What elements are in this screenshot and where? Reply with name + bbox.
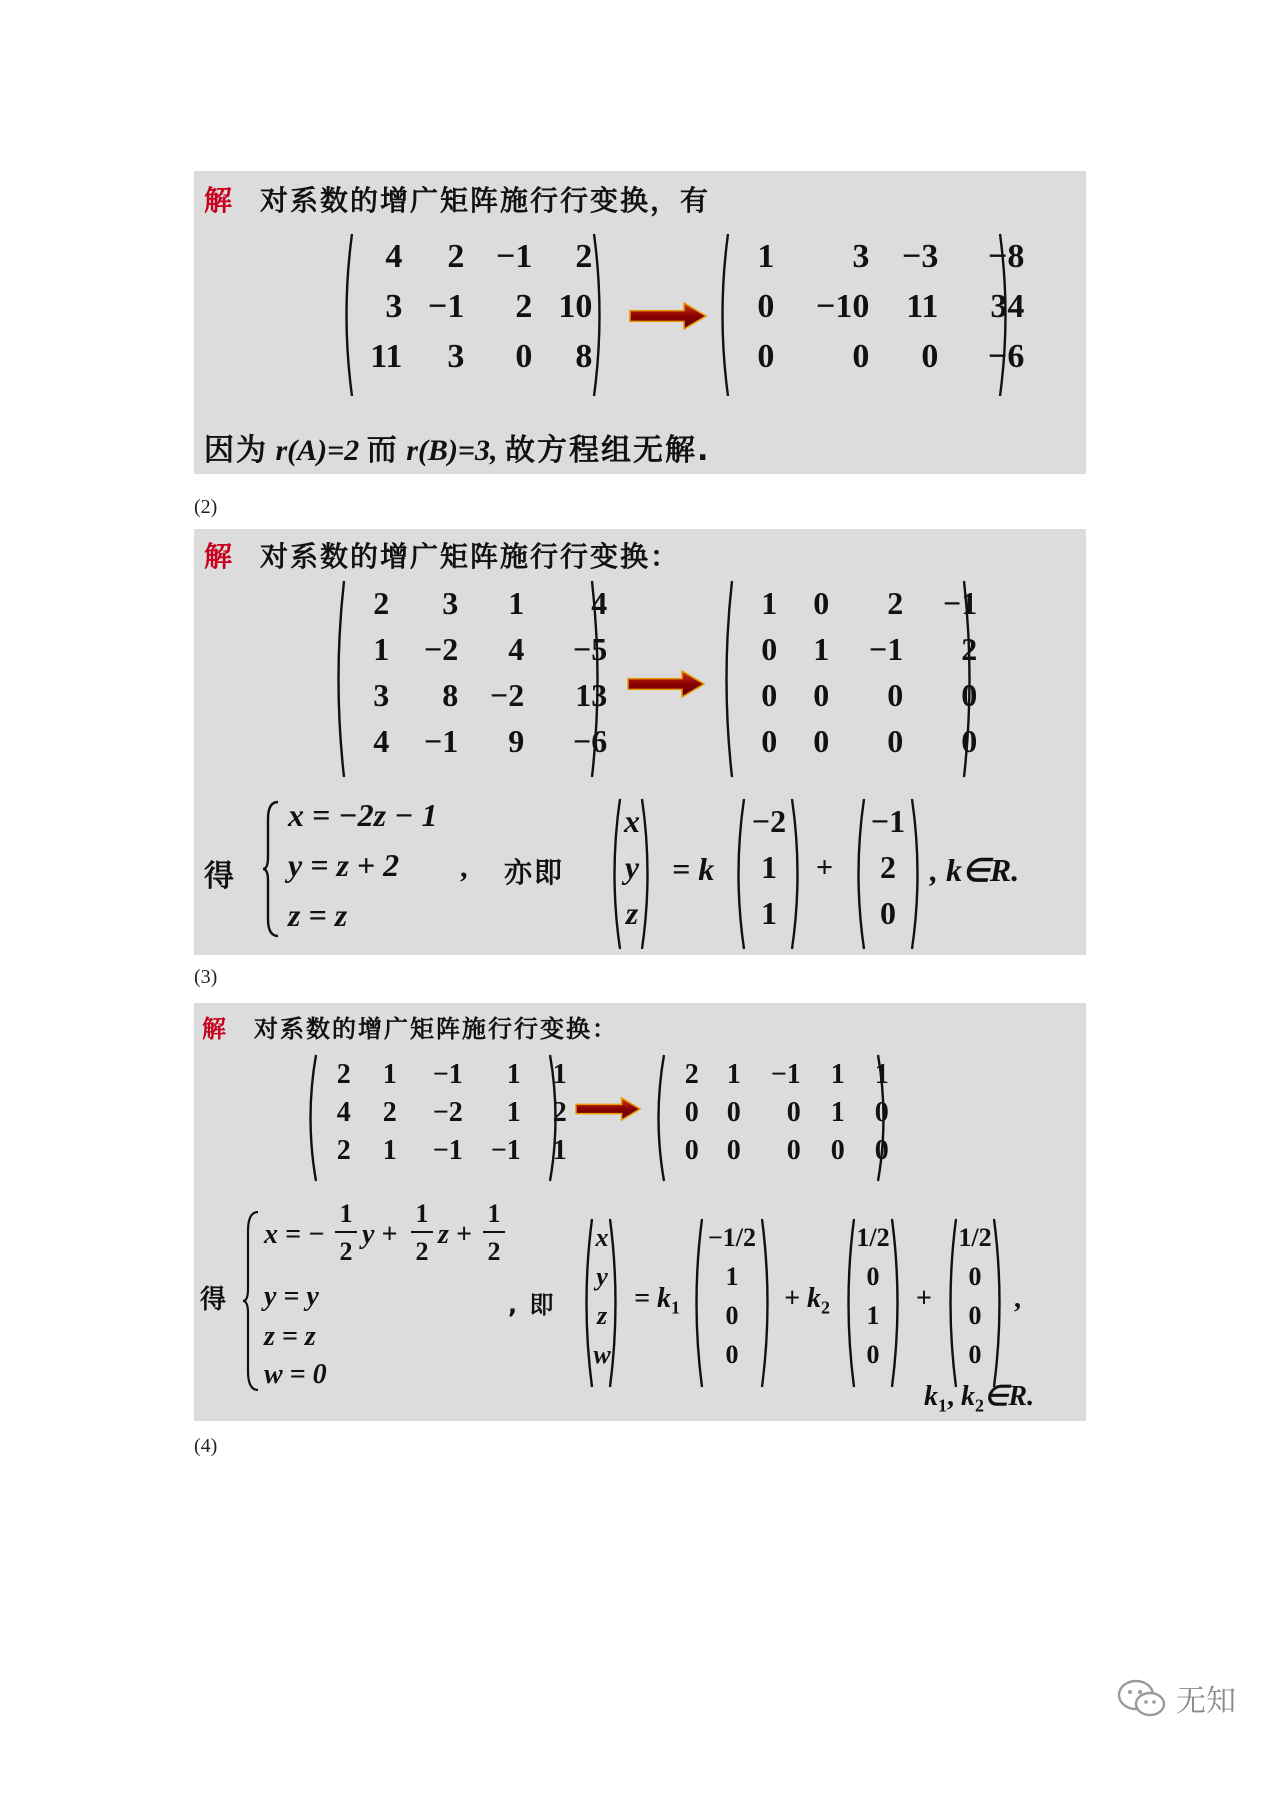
matrix-cell: 1: [866, 1301, 880, 1330]
left-paren: [302, 1053, 318, 1183]
matrix-cell: z: [596, 1301, 608, 1330]
matrix-right: [650, 1059, 892, 1171]
matrix-cell: y: [596, 1262, 608, 1291]
matrix-cell: −1: [868, 631, 904, 667]
panel-header: [202, 1009, 618, 1044]
sys-eq-1: x = −2z − 1: [288, 797, 438, 833]
matrix-cell: 1: [382, 1059, 397, 1090]
matrix-cell: 10: [558, 288, 593, 325]
matrix-cell: 2: [887, 585, 904, 621]
matrix-cell: 0: [757, 338, 775, 375]
rank-a: r(A)=2: [275, 434, 360, 467]
right-paren: [640, 797, 656, 951]
matrix-cell: 1: [874, 1059, 889, 1090]
vector-a: [688, 1223, 776, 1383]
frac-3-bar: [483, 1231, 505, 1233]
matrix-cell: x: [624, 803, 640, 839]
matrix-cell: −3: [902, 238, 939, 275]
left-paren: [650, 1053, 666, 1183]
yiji-label: 亦即: [504, 856, 565, 889]
matrix-cell: 0: [725, 1340, 739, 1369]
sys-eq-1-y: y +: [362, 1219, 398, 1250]
wechat-icon: [1116, 1677, 1170, 1719]
matrix-cell: 0: [887, 677, 904, 713]
header-text: 对系数的增广矩阵施行行变换：: [254, 1015, 618, 1043]
matrix-cell: −1: [432, 1059, 463, 1090]
solution-label: 解: [204, 184, 235, 217]
frac-2-bar: [411, 1231, 433, 1233]
header-text: 对系数的增广矩阵施行行变换，有: [260, 184, 711, 217]
left-paren: [338, 232, 354, 398]
matrix-cell: 4: [336, 1097, 351, 1128]
plus-k2: + $k_2$: [784, 1283, 830, 1318]
solution-label: 解: [202, 1015, 228, 1043]
matrix-cell: 0: [725, 1301, 739, 1330]
matrix-cell: 0: [968, 1301, 982, 1330]
right-paren: [910, 797, 926, 951]
matrix-cell: 0: [874, 1135, 889, 1166]
matrix-cell: 1: [761, 585, 778, 621]
vector-a: [730, 803, 806, 933]
matrix-cell: y: [624, 849, 640, 885]
matrix-cell: −6: [572, 723, 608, 759]
solution-panel-1: [194, 171, 1086, 474]
sys-eq-3: z = z: [288, 897, 348, 933]
matrix-cell: x: [595, 1223, 609, 1252]
conclusion-end: 故方程组无解.: [505, 433, 711, 468]
matrix-cell: −5: [572, 631, 608, 667]
matrix-cell: 1: [382, 1135, 397, 1166]
arrow-icon: [628, 301, 708, 331]
comma: ,: [460, 851, 468, 884]
solution-label: 解: [204, 540, 235, 573]
right-paren: [890, 1217, 906, 1389]
matrix-cell: 0: [786, 1135, 801, 1166]
caption-4: (4): [194, 1435, 218, 1457]
left-paren: [730, 797, 746, 951]
matrix-cell: 34: [990, 288, 1025, 325]
de-label: 得: [204, 859, 236, 894]
matrix-cell: −1: [428, 288, 465, 325]
matrix-cell: 1: [725, 1262, 739, 1291]
vector-b: [850, 803, 926, 933]
matrix-cell: −1: [490, 1135, 521, 1166]
left-brace: [262, 799, 282, 939]
matrix-cell: 2: [515, 288, 533, 325]
comma: ,: [1014, 1283, 1021, 1314]
right-paren: [760, 1217, 776, 1389]
matrix-cell: 1: [813, 631, 830, 667]
sys-eq-1-lhs: x = −: [264, 1219, 325, 1250]
matrix-cell: 1: [830, 1059, 845, 1090]
left-paren: [578, 1217, 594, 1389]
matrix-cell: 1: [552, 1059, 567, 1090]
sys-eq-2: y = y: [264, 1281, 319, 1312]
matrix-cell: 0: [813, 677, 830, 713]
left-paren: [606, 797, 622, 951]
matrix-cell: 0: [813, 723, 830, 759]
matrix-cell: 0: [852, 338, 870, 375]
matrix-cell: 1: [552, 1135, 567, 1166]
matrix-cell: 3: [852, 238, 870, 275]
vector-b: [840, 1223, 906, 1383]
sys-eq-3: z = z: [264, 1321, 316, 1352]
matrix-cell: −8: [988, 238, 1025, 275]
de-label: 得: [200, 1285, 229, 1315]
matrix-cell: 2: [336, 1135, 351, 1166]
matrix-cell: 2: [336, 1059, 351, 1090]
matrix-cell: 1: [726, 1059, 741, 1090]
matrix-cell: −1: [870, 803, 906, 839]
caption-2: (2): [194, 496, 218, 518]
matrix-cell: 0: [761, 723, 778, 759]
matrix-right: [718, 585, 978, 765]
left-paren: [850, 797, 866, 951]
matrix-cell: 0: [757, 288, 775, 325]
matrix-cell: 0: [684, 1135, 699, 1166]
matrix-cell: 1: [830, 1097, 845, 1128]
matrix-cell: −2: [423, 631, 459, 667]
matrix-cell: 11: [370, 338, 403, 375]
header-text: 对系数的增广矩阵施行行变换：: [260, 540, 681, 573]
matrix-cell: 0: [866, 1340, 880, 1369]
matrix-cell: 3: [447, 338, 465, 375]
conclusion-lead: 因为: [204, 433, 268, 468]
caption-3: (3): [194, 966, 218, 988]
conclusion-line: [204, 425, 710, 469]
matrix-cell: −2: [751, 803, 787, 839]
sys-eq-4: w = 0: [264, 1359, 327, 1390]
matrix-cell: 0: [813, 585, 830, 621]
matrix-cell: 0: [921, 338, 939, 375]
matrix-cell: 4: [591, 585, 608, 621]
matrix-cell: 2: [382, 1097, 397, 1128]
matrix-cell: 2: [373, 585, 390, 621]
matrix-cell: 4: [508, 631, 525, 667]
arrow-icon: [574, 1096, 642, 1122]
frac-3-den: 2: [487, 1237, 501, 1266]
vector-c: [942, 1223, 1008, 1383]
right-paren: [790, 797, 806, 951]
right-paren: [992, 1217, 1008, 1389]
plus-sign: +: [816, 851, 834, 884]
matrix-cell: z: [625, 895, 639, 931]
vector-xyzw: [578, 1223, 624, 1383]
solution-panel-2: [194, 529, 1086, 955]
matrix-cell: 0: [968, 1262, 982, 1291]
solution-panel-3: [194, 1003, 1086, 1421]
left-brace: [242, 1209, 262, 1393]
matrix-cell: 1/2: [856, 1223, 890, 1252]
conclusion-mid: 而: [366, 433, 399, 468]
matrix-cell: 4: [385, 238, 403, 275]
panel-header: [204, 535, 680, 575]
matrix-cell: 0: [726, 1097, 741, 1128]
k-in-r: , k∈R.: [930, 852, 1020, 888]
matrix-left: [302, 1059, 567, 1171]
matrix-cell: 3: [385, 288, 403, 325]
matrix-cell: 2: [575, 238, 593, 275]
frac-2-num: 1: [415, 1199, 429, 1228]
left-paren: [330, 579, 346, 779]
matrix-cell: −1: [770, 1059, 801, 1090]
frac-1-den: 2: [339, 1237, 353, 1266]
matrix-cell: 0: [684, 1097, 699, 1128]
matrix-cell: 3: [442, 585, 459, 621]
watermark: [1116, 1676, 1236, 1720]
matrix-cell: 1: [506, 1097, 521, 1128]
matrix-right: [714, 238, 1025, 375]
matrix-cell: −1: [942, 585, 978, 621]
matrix-cell: 2: [552, 1097, 567, 1128]
matrix-cell: 3: [373, 677, 390, 713]
matrix-cell: −1: [496, 238, 533, 275]
k-in-r: $k_1$, $k_2\in R$.: [924, 1381, 1035, 1416]
matrix-cell: 2: [961, 631, 978, 667]
matrix-left: [330, 585, 606, 765]
frac-1-bar: [335, 1231, 357, 1233]
matrix-cell: −6: [988, 338, 1025, 375]
sys-eq-1-z: z +: [438, 1219, 472, 1250]
matrix-cell: 1: [757, 238, 775, 275]
matrix-cell: 1: [506, 1059, 521, 1090]
matrix-cell: 2: [447, 238, 465, 275]
plus-sign: +: [916, 1283, 932, 1314]
matrix-cell: −2: [432, 1097, 463, 1128]
matrix-cell: 1: [761, 895, 777, 931]
sys-eq-2: y = z + 2: [288, 847, 400, 883]
left-paren: [714, 232, 730, 398]
matrix-cell: 13: [575, 677, 608, 713]
matrix-cell: −1: [432, 1135, 463, 1166]
matrix-cell: w: [593, 1340, 611, 1369]
matrix-cell: 0: [515, 338, 533, 375]
vector-xyz: [606, 803, 656, 933]
matrix-cell: −1: [423, 723, 459, 759]
panel-header: [204, 179, 710, 219]
rank-b: r(B)=3,: [406, 434, 498, 467]
left-paren: [688, 1217, 704, 1389]
matrix-cell: 2: [880, 849, 896, 885]
matrix-cell: 0: [961, 723, 978, 759]
matrix-cell: 0: [761, 631, 778, 667]
matrix-cell: −2: [489, 677, 525, 713]
matrix-cell: 0: [761, 677, 778, 713]
matrix-cell: 0: [726, 1135, 741, 1166]
matrix-cell: 2: [684, 1059, 699, 1090]
watermark-text: 无知: [1176, 1684, 1236, 1719]
matrix-cell: 4: [373, 723, 390, 759]
ji-label: , 即: [508, 1291, 556, 1319]
right-paren: [592, 232, 608, 398]
matrix-cell: 0: [866, 1262, 880, 1291]
matrix-cell: 0: [880, 895, 896, 931]
frac-1-num: 1: [339, 1199, 353, 1228]
matrix-cell: 0: [961, 677, 978, 713]
matrix-cell: 0: [874, 1097, 889, 1128]
matrix-cell: 8: [442, 677, 459, 713]
matrix-cell: −1/2: [707, 1223, 757, 1252]
matrix-cell: 9: [508, 723, 525, 759]
matrix-cell: 0: [786, 1097, 801, 1128]
matrix-cell: 1: [508, 585, 525, 621]
frac-3-num: 1: [487, 1199, 501, 1228]
left-paren: [840, 1217, 856, 1389]
matrix-cell: 0: [968, 1340, 982, 1369]
matrix-cell: 1: [761, 849, 777, 885]
matrix-cell: 0: [887, 723, 904, 759]
frac-2-den: 2: [415, 1237, 429, 1266]
matrix-cell: 11: [906, 288, 939, 325]
matrix-cell: 1/2: [958, 1223, 992, 1252]
matrix-cell: 8: [575, 338, 593, 375]
arrow-icon: [626, 669, 706, 699]
left-paren: [718, 579, 734, 779]
matrix-cell: 1: [373, 631, 390, 667]
matrix-cell: 0: [830, 1135, 845, 1166]
matrix-cell: −10: [816, 288, 870, 325]
eq-k: = k: [672, 851, 715, 887]
matrix-left: [338, 238, 608, 375]
eq-k1: = $k_1$: [634, 1283, 680, 1318]
left-paren: [942, 1217, 958, 1389]
